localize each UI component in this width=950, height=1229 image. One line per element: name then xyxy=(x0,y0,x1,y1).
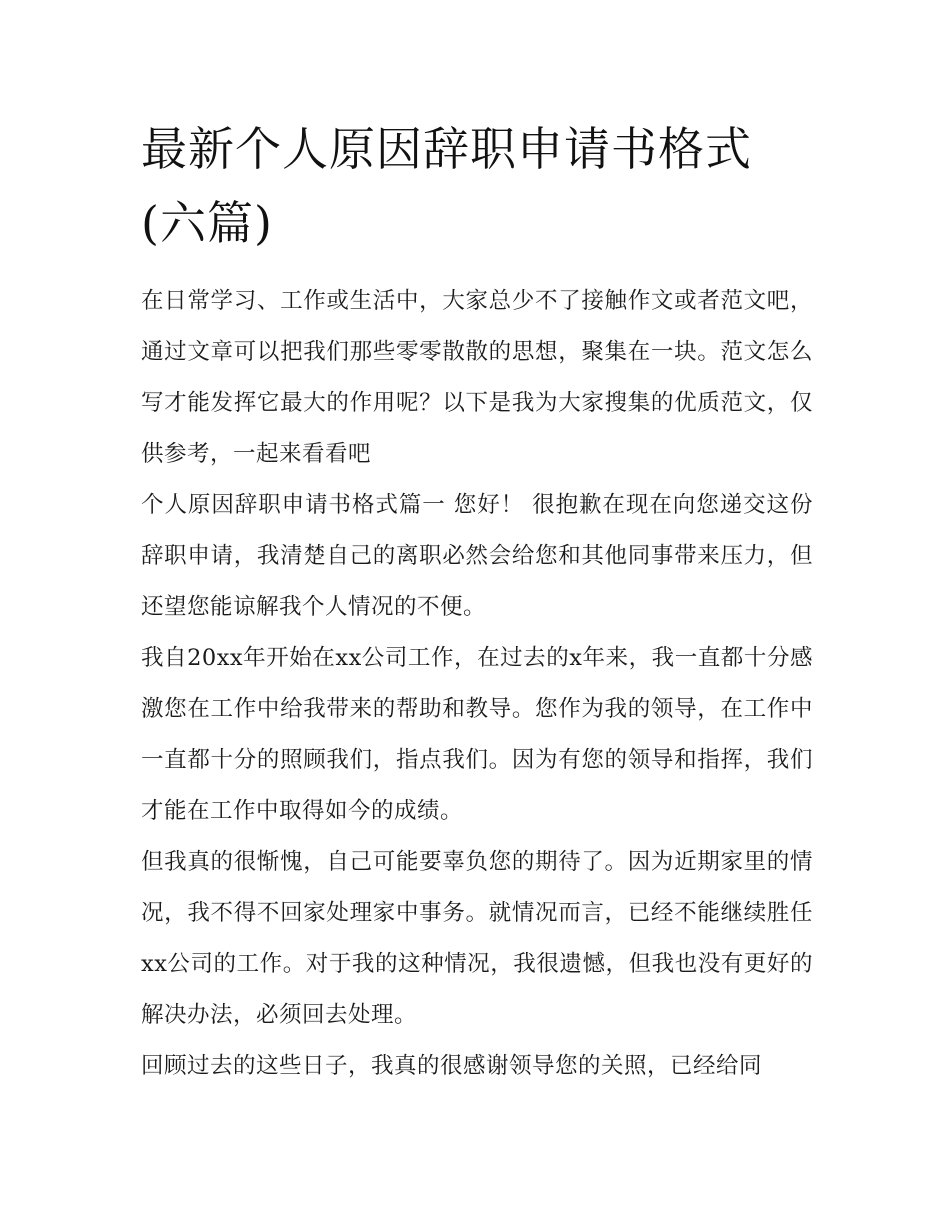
paragraph-1: 个人原因辞职申请书格式篇一 您好！ 很抱歉在现在向您递交这份辞职申请，我清楚自己的离职必然会给您和其他同事带来压力，但还望您能谅解我个人情况的不便。 xyxy=(141,492,813,620)
document-body xyxy=(141,112,813,1092)
document-title: 最新个人原因辞职申请书格式(六篇) xyxy=(141,122,752,250)
paragraph-4: 回顾过去的这些日子，我真的很感谢领导您的关照，已经给同 xyxy=(141,1053,763,1079)
paragraph-2: 我自20xx年开始在xx公司工作，在过去的x年来，我一直都十分感激您在工作中给我带来的帮助和教导。您作为我的领导，在工作中一直都十分的照顾我们，指点我们。因为有您的领导和指挥，我们才能在工作中取得如今的成绩。 xyxy=(141,645,813,824)
paragraph-intro: 在日常学习、工作或生活中，大家总少不了接触作文或者范文吧，通过文章可以把我们那些零零散散的思想，聚集在一块。范文怎么写才能发挥它最大的作用呢？以下是我为大家搜集的优质范文，仅供参考，一起来看看吧 xyxy=(141,288,813,467)
paragraph-3: 但我真的很惭愧，自己可能要辜负您的期待了。因为近期家里的情况，我不得不回家处理家中事务。就情况而言，已经不能继续胜任xx公司的工作。对于我的这种情况，我很遗憾，但我也没有更好的解决办法，必须回去处理。 xyxy=(141,849,813,1028)
